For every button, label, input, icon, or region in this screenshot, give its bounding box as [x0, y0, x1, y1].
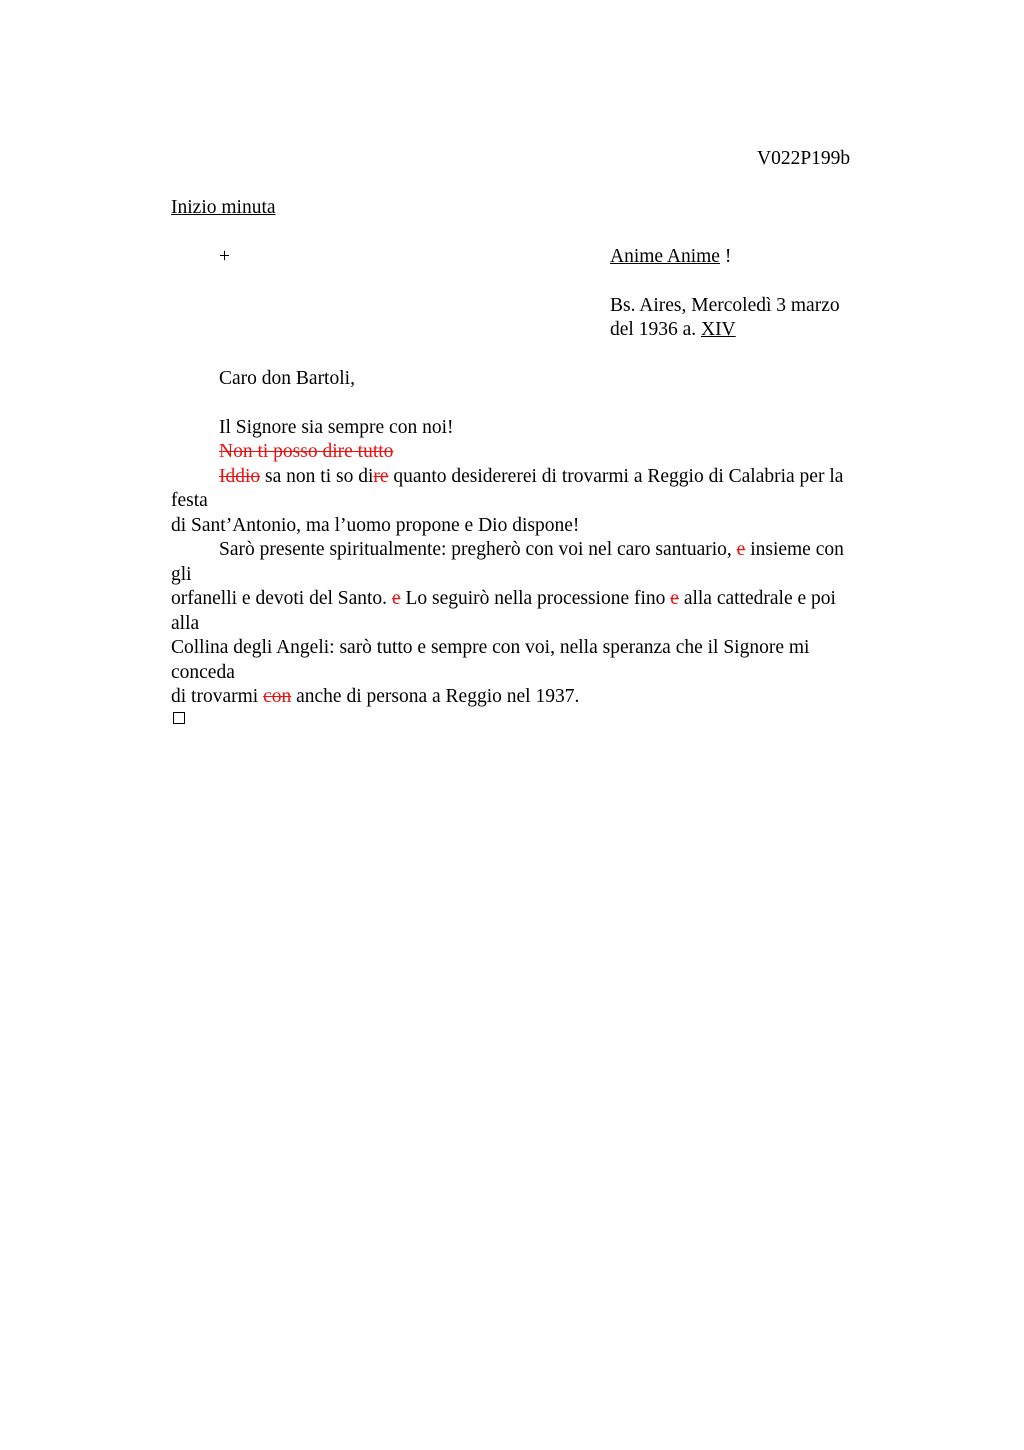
deletion: Iddio — [219, 466, 261, 487]
text-run: insieme con — [750, 539, 844, 560]
motto-text: Anime Anime — [610, 246, 720, 267]
paragraph-1-line-1 — [219, 465, 843, 489]
paragraph-2-line-2 — [171, 587, 836, 611]
text-run: Sarò presente spiritualmente: pregherò con voi nel caro santuario, — [219, 539, 732, 560]
dateline-prefix: del 1936 a. — [610, 319, 697, 340]
deletion: re — [373, 466, 389, 487]
deletion: e — [670, 588, 679, 609]
paragraph-1-line-2: di Sant’Antonio, ma l’uomo propone e Dio dispone! — [171, 515, 580, 536]
cross-symbol: + — [219, 246, 230, 267]
text-run: di trovarmi — [171, 686, 259, 707]
text-run: quanto desidererei di trovarmi a Reggio di Calabria per la — [388, 466, 844, 487]
end-box-icon — [173, 712, 185, 724]
greeting: Il Signore sia sempre con noi! — [219, 417, 454, 438]
paragraph-2-wrap-2: alla — [171, 613, 200, 634]
salutation: Caro don Bartoli, — [219, 368, 355, 389]
paragraph-2-wrap-1: gli — [171, 564, 192, 585]
deletion: con — [263, 686, 292, 707]
paragraph-1-wrap: festa — [171, 490, 208, 511]
dateline-1: Bs. Aires, Mercoledì 3 marzo — [610, 295, 840, 316]
text-run: alla cattedrale e poi — [683, 588, 836, 609]
document-code: V022P199b — [757, 148, 851, 169]
deletion: e — [736, 539, 746, 560]
paragraph-2-line-1 — [219, 538, 844, 562]
motto-suffix: ! — [724, 246, 732, 267]
text-run: anche di persona a Reggio nel 1937. — [296, 686, 580, 707]
struck-line: Non ti posso dire tutto — [219, 441, 394, 462]
deletion: e — [391, 588, 401, 609]
motto — [610, 245, 731, 269]
text-run: sa non ti so di — [260, 466, 374, 487]
paragraph-2-wrap-3: conceda — [171, 662, 235, 683]
dateline-era: XIV — [700, 319, 736, 340]
paragraph-2-line-4 — [171, 685, 579, 709]
text-run: orfanelli e devoti del Santo. — [171, 588, 388, 609]
text-run: Lo seguirò nella processione fino — [405, 588, 666, 609]
dateline-2 — [610, 318, 736, 342]
heading: Inizio minuta — [171, 197, 276, 218]
paragraph-2-line-3: Collina degli Angeli: sarò tutto e sempre con voi, nella speranza che il Signore mi — [171, 637, 810, 658]
